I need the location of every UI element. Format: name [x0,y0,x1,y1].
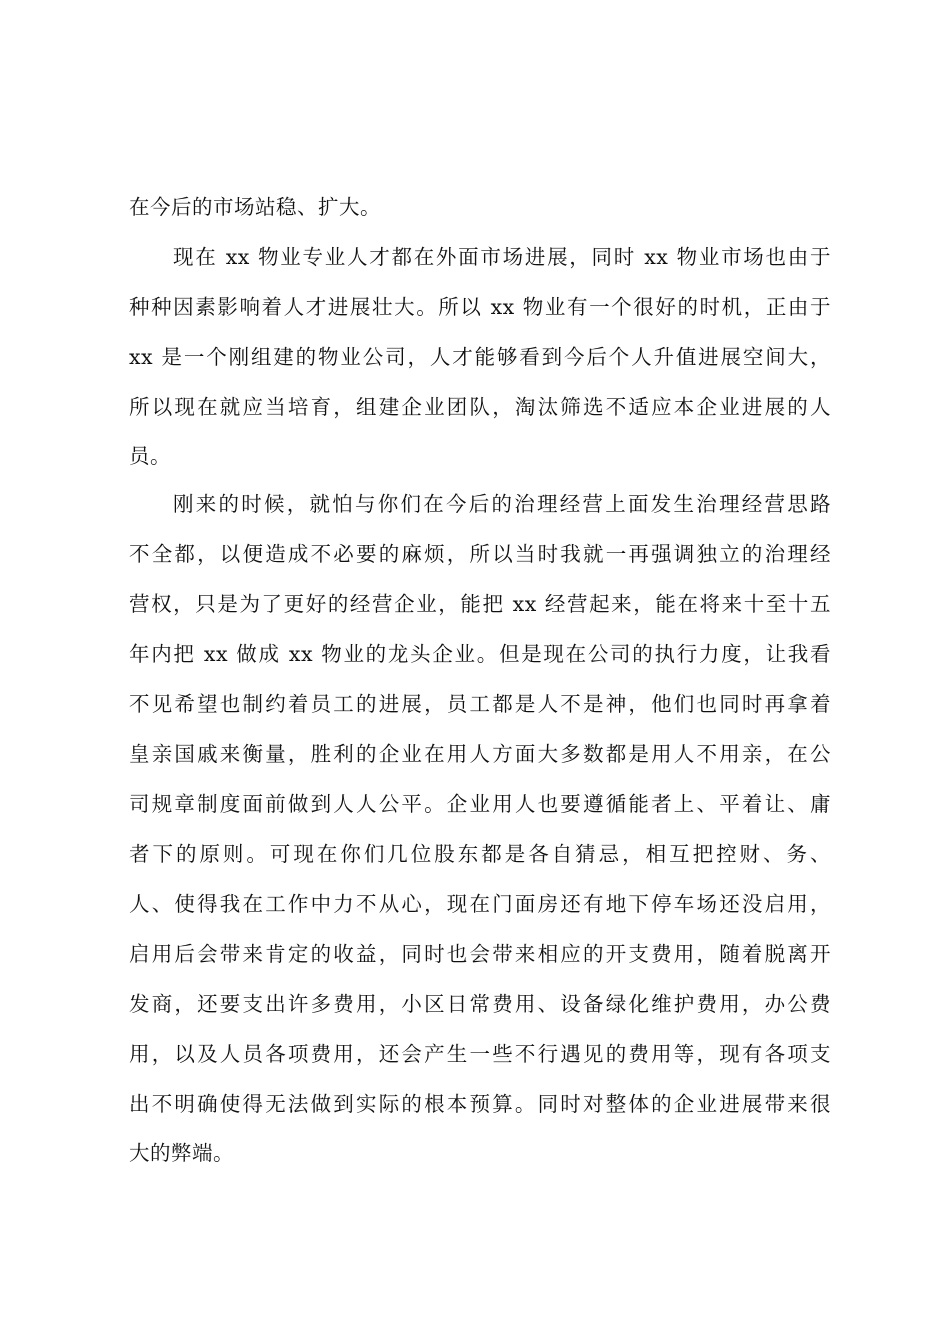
paragraph-line: 发商，还要支出许多费用，小区日常费用、设备绿化维护费用，办公费 [129,992,831,1016]
paragraph-line: 大的弊端。 [129,1141,234,1165]
paragraph-line: 用，以及人员各项费用，还会产生一些不行遇见的费用等，现有各项支 [129,1042,831,1066]
paragraph-line: xx 是一个刚组建的物业公司，人才能够看到今后个人升值进展空间大， [129,345,831,369]
paragraph-line: 皇亲国戚来衡量，胜利的企业在用人方面大多数都是用人不用亲，在公 [129,742,831,766]
paragraph-line: 年内把 xx 做成 xx 物业的龙头企业。但是现在公司的执行力度，让我看 [129,642,831,666]
paragraph-line: 司规章制度面前做到人人公平。企业用人也要遵循能者上、平着让、庸 [129,792,831,816]
paragraph-line: 员。 [129,444,171,468]
paragraph-line: 种种因素影响着人才进展壮大。所以 xx 物业有一个很好的时机，正由于 [129,295,831,319]
paragraph-line: 现在 xx 物业专业人才都在外面市场进展，同时 xx 物业市场也由于 [173,245,831,269]
paragraph-line: 不见希望也制约着员工的进展，员工都是人不是神，他们也同时再拿着 [129,692,831,716]
paragraph-line: 者下的原则。可现在你们几位股东都是各自猜忌，相互把控财、务、 [129,842,831,866]
paragraph-line: 出不明确使得无法做到实际的根本预算。同时对整体的企业进展带来很 [129,1092,831,1116]
paragraph-line: 不全都，以便造成不必要的麻烦，所以当时我就一再强调独立的治理经 [129,542,831,566]
paragraph-line: 营权，只是为了更好的经营企业，能把 xx 经营起来，能在将来十至十五 [129,592,831,616]
paragraph-line: 人、使得我在工作中力不从心，现在门面房还有地下停车场还没启用， [129,892,831,916]
paragraph-line: 所以现在就应当培育，组建企业团队，淘汰筛选不适应本企业进展的人 [129,395,831,419]
paragraph-line: 刚来的时候，就怕与你们在今后的治理经营上面发生治理经营思路 [173,492,831,516]
paragraph-line: 在今后的市场站稳、扩大。 [129,195,381,219]
paragraph-line: 启用后会带来肯定的收益，同时也会带来相应的开支费用，随着脱离开 [129,942,831,966]
